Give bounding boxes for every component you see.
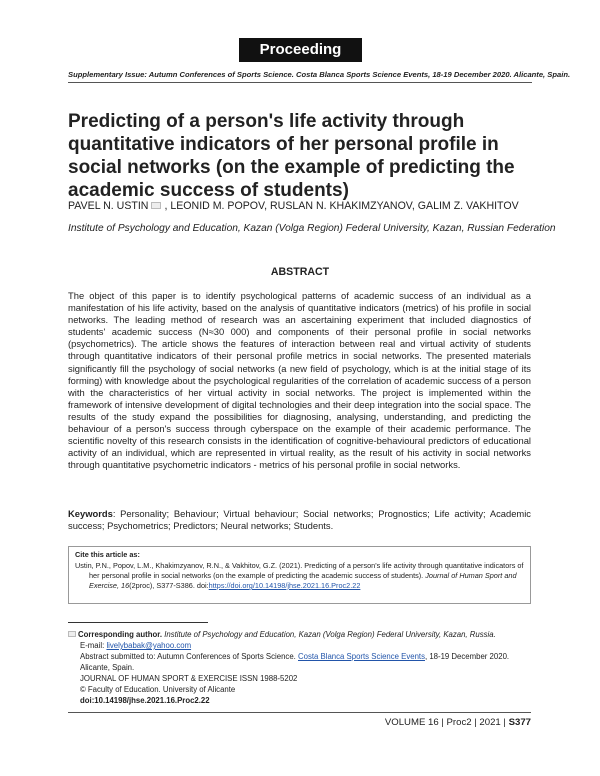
keywords-list: : Personality; Behaviour; Virtual behaviour; Social networks; Prognostics; Life activity; Academic success; Psychometrics; Predictors; Neural networks; Students.: [68, 508, 531, 532]
cite-heading: Cite this article as:: [75, 550, 140, 559]
supplementary-issue-line: Supplementary Issue: Autumn Conferences of Sports Science. Costa Blanca Sports Science Events, 18-19 December 2020. Alicante, Spain.: [68, 70, 571, 79]
doi-text: doi:10.14198/jhse.2021.16.Proc2.22: [80, 696, 210, 705]
envelope-icon[interactable]: [151, 202, 161, 209]
affiliation: Institute of Psychology and Education, Kazan (Volga Region) Federal University, Kazan, Russian Federation: [68, 223, 556, 234]
authors-line: [68, 200, 538, 212]
page-number: [385, 717, 531, 728]
email-link[interactable]: livelybabak@yahoo.com: [106, 641, 192, 650]
cite-issue: (2proc), S377-S386. doi:: [129, 581, 209, 590]
author-first: PAVEL N. USTIN: [68, 200, 149, 212]
author-rest: , LEONID M. POPOV, RUSLAN N. KHAKIMZYANOV, GALIM Z. VAKHITOV: [164, 200, 519, 212]
cite-body: [75, 561, 524, 591]
corresponding-affiliation: Institute of Psychology and Education, Kazan (Volga Region) Federal University, Kazan, Russia.: [162, 630, 496, 639]
abstract-text: The object of this paper is to identify psychological patterns of academic success of an individual as a manifestation of his life activity, based on the analysis of quantitative indicators (metrics) of his profile in social networks. The leading method of research was an ascertaining experiment that included diagnostics of students' academic success (N≈30 000) and components of their personal profile in social networks (psychometrics). The article shows the features of interaction between real and virtual activity of students through quantitative indicators of their personal profile metrics in social networks. The presented materials significantly fill the psychology of social networks (a new field of psychology, which is at the initial stage of its forming) with knowledge about the psychological regularities of the correlation of academic success of a person with the characteristics of her virtual activity in social networks. The project is implemented within the framework of intensive development of digital technologies and their deep integration into the social space. The results of the study expand the possibilities for diagnosing, analysing, understanding, and predicting the behaviour of a person's success through cyberspace on the example of their academic performance. The scientific novelty of this research consists in the identification of cognitive-behavioural predictors of educational activity of an individual, which are represented in virtual reality, as the result of his activity in social networks through quantitative psychometric indicators - metrics of his personal profile in social networks.: [68, 290, 531, 471]
submitted-rest: , 18-19 December 2020.: [424, 652, 510, 661]
abstract-heading: ABSTRACT: [270, 266, 330, 278]
place-line: Alicante, Spain.: [80, 663, 135, 672]
email-label: E-mail:: [80, 641, 107, 650]
submitted-link[interactable]: Costa Blanca Sports Science Events: [298, 652, 425, 661]
footnote: [68, 629, 538, 706]
proceeding-badge: Proceeding: [239, 38, 362, 62]
email-line: [68, 640, 538, 651]
volume-info: VOLUME 16 | Proc2 | 2021 |: [384, 717, 509, 728]
page-code: S377: [508, 717, 531, 728]
journal-issn-line: JOURNAL OF HUMAN SPORT & EXERCISE ISSN 1988-5202: [80, 674, 298, 683]
cite-text: Ustin, P.N., Popov, L.M., Khakimzyanov, R.N., & Vakhitov, G.Z. (2021). Predicting of a person's life activity through quantitative indicators of her personal profile in social networks (on the example of predicting the academic success of students).: [75, 561, 524, 580]
doi-line: [68, 695, 538, 706]
cite-doi-link[interactable]: https://doi.org/10.14198/jhse.2021.16.Proc2.22: [208, 581, 361, 590]
submitted-text: Abstract submitted to: Autumn Conferences of Sports Science.: [80, 652, 298, 661]
corresponding-author: [68, 629, 538, 640]
keywords: [68, 508, 531, 532]
copyright-line: © Faculty of Education. University of Alicante: [80, 685, 236, 694]
header-divider: [68, 82, 532, 83]
cite-box: [68, 546, 531, 604]
envelope-icon: [68, 631, 76, 637]
cite-journal: Journal of Human Sport and Exercise, 16: [89, 571, 517, 590]
submitted-line: [68, 651, 538, 662]
corresponding-label: Corresponding author.: [78, 630, 163, 639]
keywords-label: Keywords: [68, 508, 113, 519]
footnote-divider: [68, 622, 208, 623]
page-footer-divider: [68, 712, 531, 713]
article-title: Predicting of a person's life activity through quantitative indicators of her personal profile in social networks (on the example of predicting the academic success of students): [68, 111, 515, 201]
